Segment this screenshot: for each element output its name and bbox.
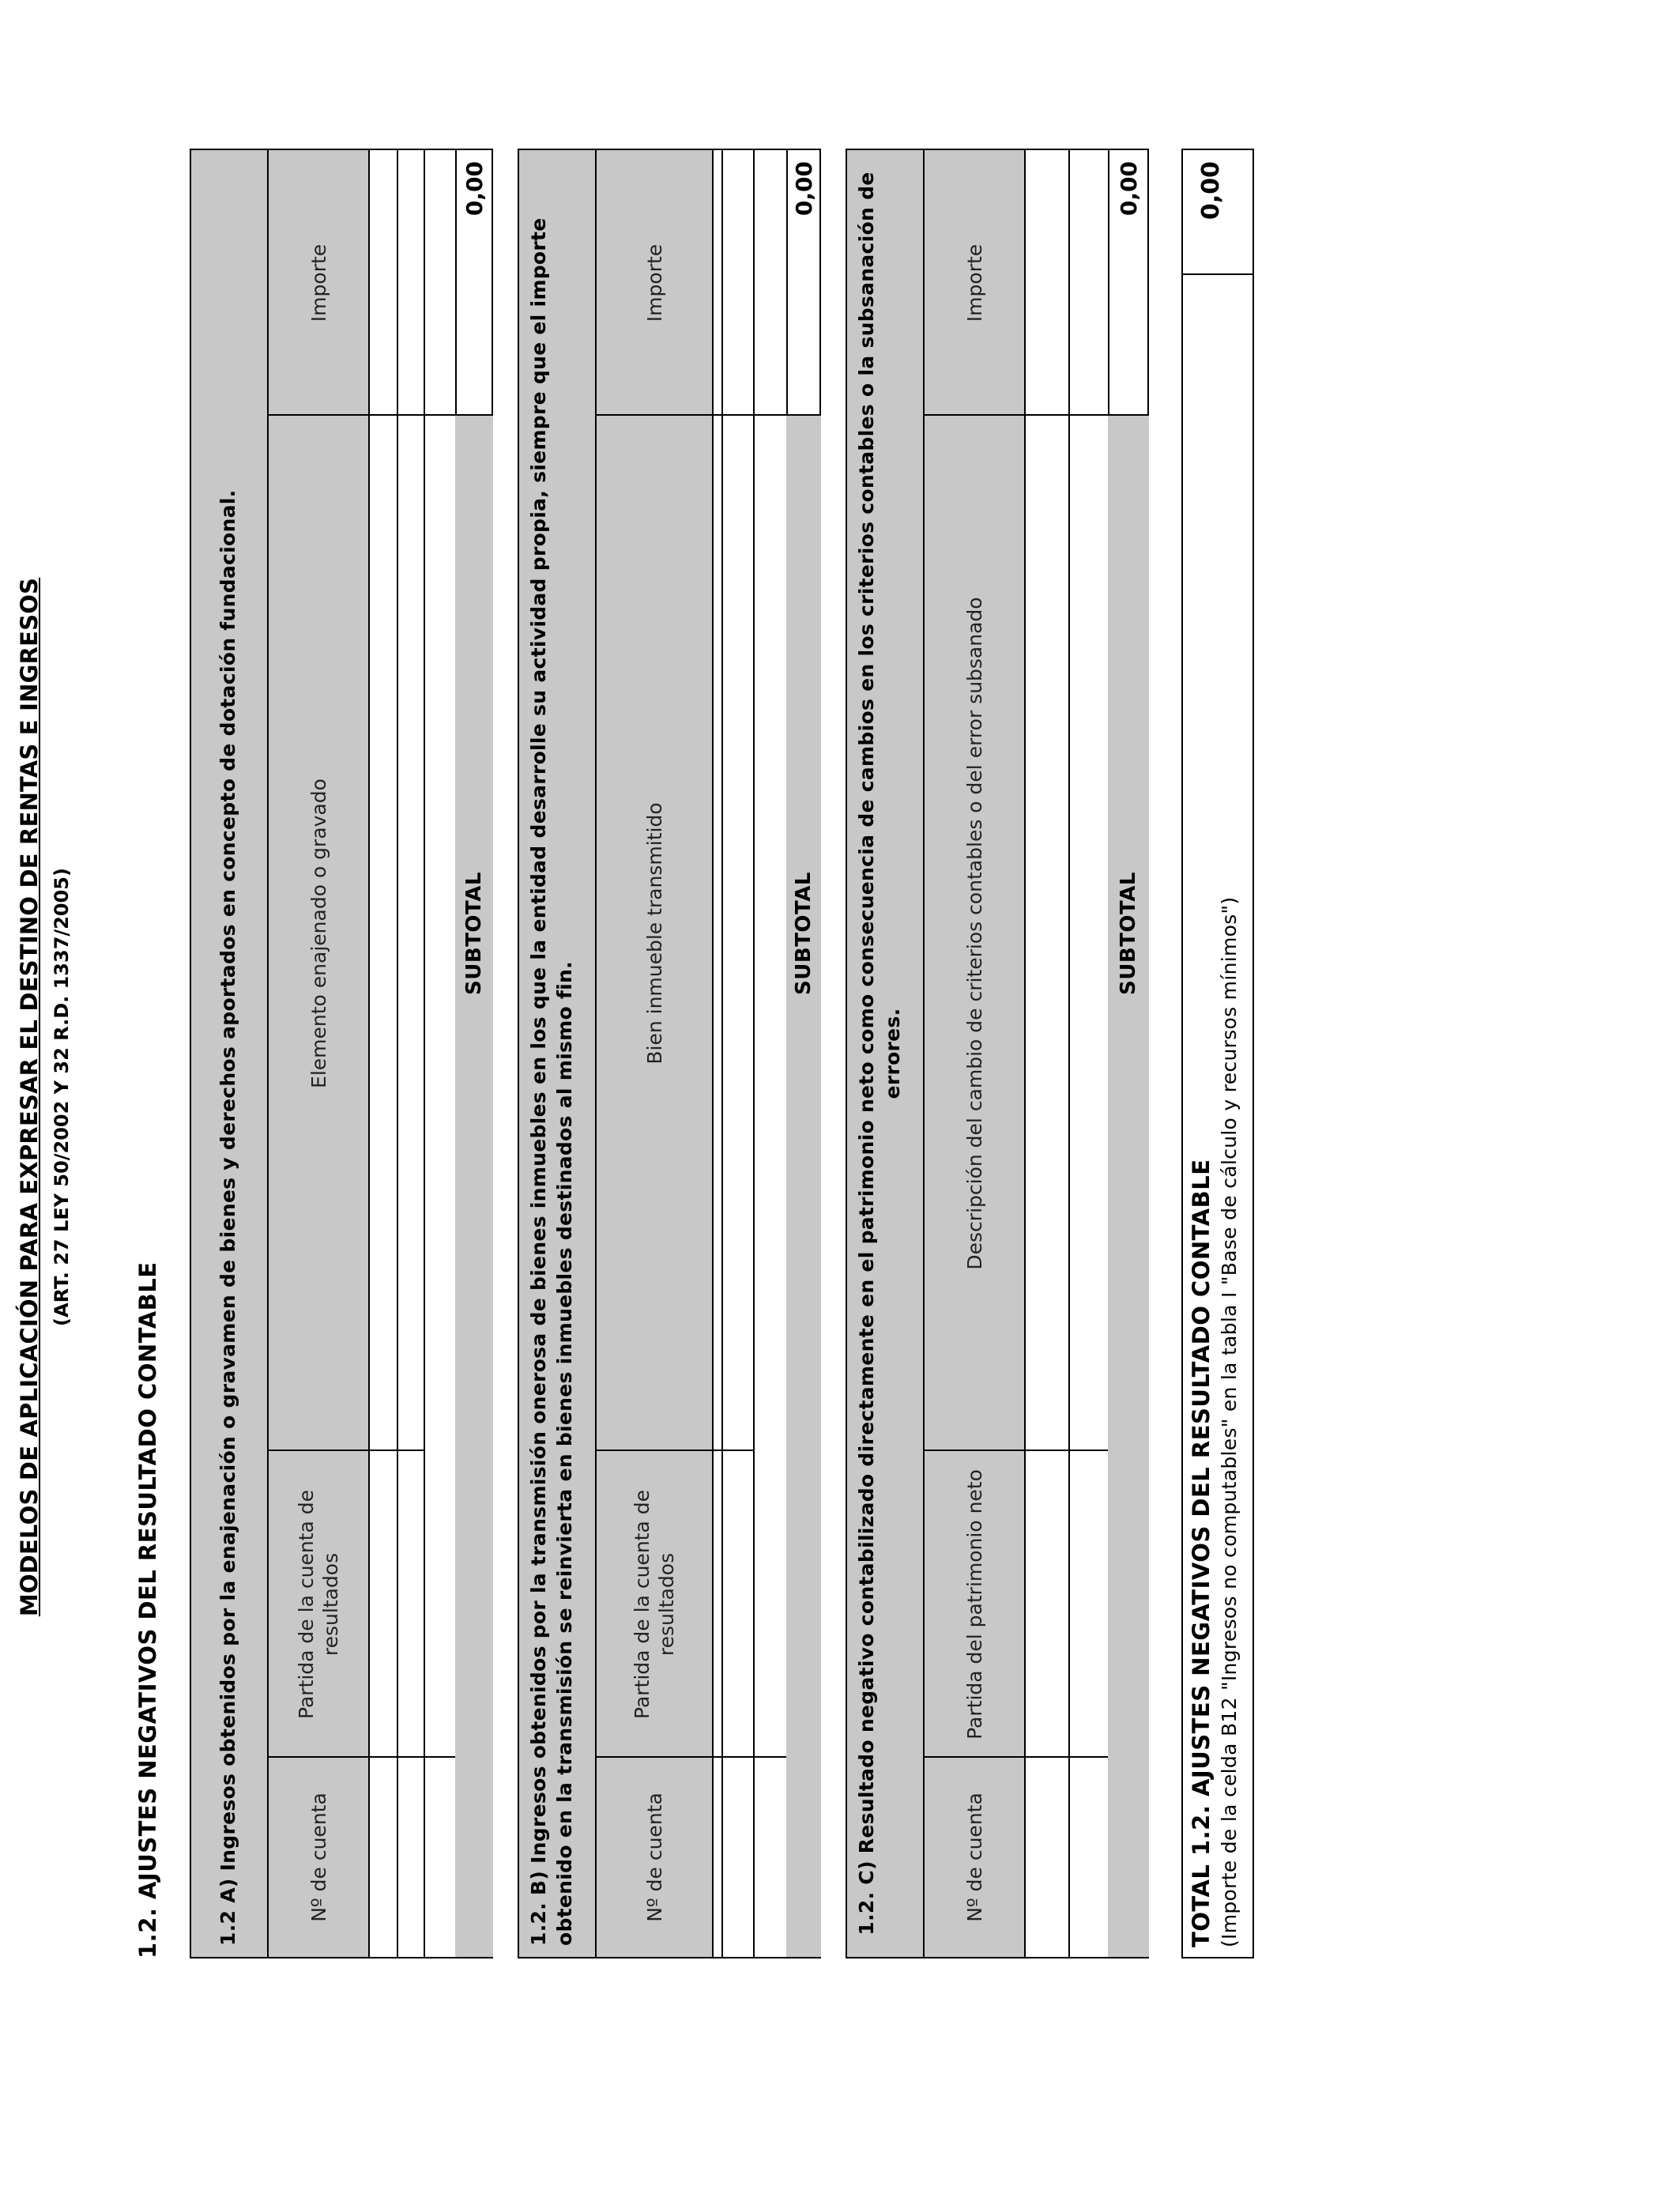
subtotal-label: SUBTOTAL: [462, 872, 486, 995]
table-caption: 1.2. C) Resultado negativo contabilizado directamente en el patrimonio neto como consecuencia de cambios en los criterios contables o la subsanación de errores.: [847, 150, 925, 1957]
subtotal-value: 0,00: [790, 161, 817, 217]
column-header-bien: Bien inmueble transmitido: [642, 802, 666, 1065]
subtotal-label: SUBTOTAL: [792, 872, 816, 995]
document-title: MODELOS DE APLICACIÓN PARA EXPRESAR EL DESTINO DE RENTAS E INGRESOS: [16, 577, 43, 1617]
table-1-2-b: [518, 149, 821, 1958]
column-header-partida: Partida del patrimonio neto: [962, 1469, 986, 1740]
column-header-partida: Partida de la cuenta de resultados: [295, 1490, 342, 1719]
subtotal-label: SUBTOTAL: [1117, 872, 1140, 995]
column-header-descripcion: Descripción del cambio de criterios contables o del error subsanado: [962, 597, 986, 1270]
column-header-elemento: Elemento enajenado o gravado: [307, 778, 330, 1088]
table-1-2-c: [846, 149, 1149, 1958]
total-box: [1181, 149, 1254, 1958]
table-header-row: [925, 150, 1026, 1957]
total-label: TOTAL 1.2. AJUSTES NEGATIVOS DEL RESULTADO CONTABLE: [1188, 1159, 1215, 1947]
subtotal-value: 0,00: [461, 161, 488, 217]
subtotal-row: [455, 150, 493, 1957]
column-header-cuenta: Nº de cuenta: [642, 1793, 666, 1922]
column-header-cuenta: Nº de cuenta: [962, 1793, 986, 1922]
subtotal-row: [786, 150, 821, 1957]
section-heading: 1.2. AJUSTES NEGATIVOS DEL RESULTADO CONTABLE: [134, 1261, 161, 1958]
table-caption: 1.2. B) Ingresos obtenidos por la transmisión onerosa de bienes inmuebles en los que la entidad desarrolle su actividad propia, siempre que el importe obtenido en la transmisión se reinvierta en bienes inmuebles destinados al mismo fin.: [519, 150, 597, 1957]
table-caption: 1.2 A) Ingresos obtenidos por la enajenación o gravamen de bienes y derechos aportados en concepto de dotación fundacional.: [191, 150, 269, 1957]
subtotal-row: [1108, 150, 1149, 1957]
table-header-row: [269, 150, 370, 1957]
column-header-importe: Importe: [307, 243, 330, 322]
table-header-row: [597, 150, 714, 1957]
column-header-importe: Importe: [642, 243, 666, 322]
column-header-cuenta: Nº de cuenta: [307, 1793, 330, 1922]
total-note: (Importe de la celda B12 "Ingresos no computables" en la tabla I "Base de cálculo y recursos mínimos"): [1218, 896, 1241, 1947]
column-header-partida: Partida de la cuenta de resultados: [631, 1490, 678, 1719]
document-subtitle: (ART. 27 LEY 50/2002 Y 32 R.D. 1337/2005): [51, 868, 73, 1326]
column-header-importe: Importe: [962, 243, 986, 322]
table-1-2-a: [190, 149, 493, 1958]
subtotal-value: 0,00: [1115, 161, 1142, 217]
total-value: 0,00: [1197, 161, 1225, 221]
